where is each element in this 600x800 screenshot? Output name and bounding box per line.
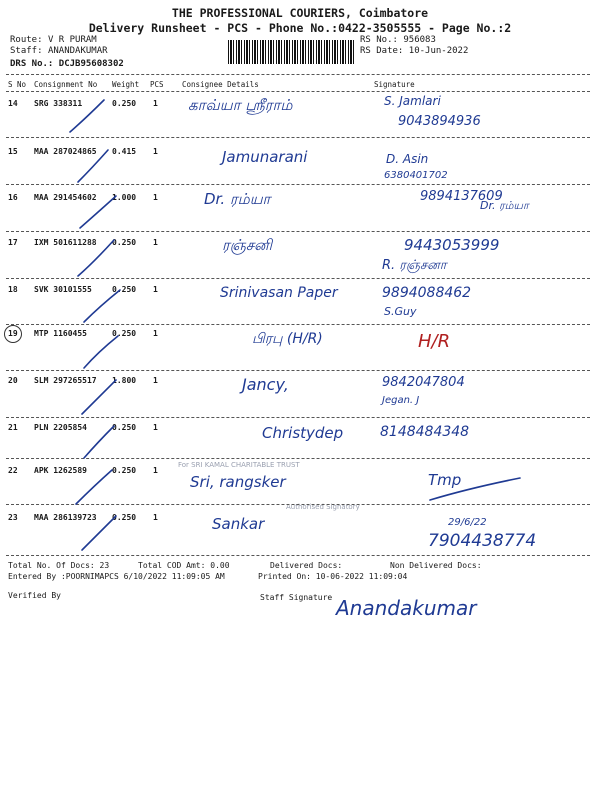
cell-weight: 1.000 [112, 193, 137, 202]
cell-pcs: 1 [153, 99, 158, 108]
signature-handwriting: R. ரஞ்சனா [382, 258, 447, 273]
phone-handwriting: 7904438774 [428, 531, 537, 551]
signature-handwriting: Jegan. J [382, 395, 420, 406]
cell-consignment: SVK 30101555 [34, 285, 92, 294]
signature-handwriting: 29/6/22 [448, 517, 487, 528]
cell-weight: 0.250 [112, 329, 137, 338]
cell-pcs: 1 [153, 147, 158, 156]
tick-mark [80, 196, 116, 228]
phone-handwriting: 9894088462 [382, 285, 472, 301]
cell-sno: 14 [8, 99, 18, 108]
cell-weight: 0.250 [112, 99, 137, 108]
col-header-weight: Weight [112, 80, 140, 89]
consignee-handwriting: Dr. ரம்யா [204, 190, 271, 208]
tick-mark [84, 290, 120, 322]
consignee-handwriting: பிரபு (H/R) [252, 331, 323, 347]
cell-weight: 0.250 [112, 466, 137, 475]
cell-weight: 1.800 [112, 376, 137, 385]
col-header-signature: Signature [374, 80, 415, 89]
col-header-sno: S No [8, 80, 27, 89]
phone-handwriting: 9043894936 [398, 114, 481, 129]
cell-pcs: 1 [153, 329, 158, 338]
col-header-consignment: Consignment No [34, 80, 98, 89]
staff-value: ANANDAKUMAR [47, 46, 108, 56]
cell-consignment: SRG 338311 [34, 99, 83, 108]
drs-label: DRS No.: [10, 59, 54, 69]
consignee-handwriting: Srinivasan Paper [220, 285, 338, 301]
cell-weight: 0.250 [112, 423, 137, 432]
consignee-handwriting: Sri, rangsker [190, 473, 286, 491]
cell-sno: 19 [8, 329, 18, 338]
total-cod: Total COD Amt: 0.00 [138, 561, 230, 570]
phone-handwriting: 6380401702 [384, 170, 448, 181]
cell-pcs: 1 [153, 423, 158, 432]
cell-sno: 17 [8, 238, 18, 247]
consignee-handwriting: Jancy, [242, 375, 289, 394]
cell-sno: 20 [8, 376, 18, 385]
printed-on: Printed On: 10-06-2022 11:09:04 [258, 572, 408, 581]
entered-by: Entered By :POORNIMAPCS 6/10/2022 11:09:05 AM [8, 572, 225, 581]
cell-consignment: MTP 1160455 [34, 329, 87, 338]
col-header-consignee: Consignee Details [182, 80, 259, 89]
runsheet-subtitle: Delivery Runsheet - PCS - Phone No.:0422-3505555 - Page No.:2 [88, 21, 512, 35]
cell-consignment: APK 1262589 [34, 466, 87, 475]
phone-handwriting: 8148484348 [380, 424, 470, 440]
cell-pcs: 1 [153, 513, 158, 522]
company-title: THE PROFESSIONAL COURIERS, Coimbatore [171, 6, 429, 20]
route-value: V R PURAM [47, 35, 97, 45]
route-label: Route: [10, 35, 43, 45]
staff-label: Staff: [10, 46, 43, 56]
tick-mark [78, 240, 114, 276]
cell-consignment: MAA 287024865 [34, 147, 97, 156]
cell-consignment: IXM 501611288 [34, 238, 97, 247]
cell-weight: 0.250 [112, 285, 137, 294]
staff-signature-ink: Anandakumar [336, 596, 477, 620]
rs-date-label: RS Date: [360, 46, 404, 56]
rs-date-value: 10-Jun-2022 [408, 46, 469, 56]
tick-mark [78, 150, 108, 182]
cell-sno: 15 [8, 147, 18, 156]
tick-mark [84, 336, 118, 368]
staff-signature-label: Staff Signature [260, 593, 333, 602]
cell-consignment: MAA 286139723 [34, 513, 97, 522]
cell-consignment: MAA 291454602 [34, 193, 97, 202]
consignee-handwriting: Christydep [262, 424, 344, 442]
cell-pcs: 1 [153, 193, 158, 202]
rs-no-label: RS No.: [360, 35, 398, 45]
consignee-handwriting: Sankar [212, 515, 265, 533]
tick-mark [82, 516, 116, 550]
signature-handwriting: H/R [418, 331, 451, 352]
tick-mark [82, 380, 116, 414]
tick-mark [84, 426, 114, 458]
tick-mark [76, 470, 112, 504]
cell-sno: 23 [8, 513, 18, 522]
cell-sno: 18 [8, 285, 18, 294]
cell-sno: 16 [8, 193, 18, 202]
authorised-stamp: Authorised Signatory [286, 503, 360, 511]
delivered-docs: Delivered Docs: [270, 561, 343, 570]
signature-handwriting: S.Guy [384, 305, 417, 318]
cell-pcs: 1 [153, 285, 158, 294]
trust-stamp: For SRI KAMAL CHARITABLE TRUST [178, 461, 300, 469]
signature-handwriting: D. Asin [386, 152, 429, 166]
tick-mark [430, 478, 520, 500]
phone-handwriting: 9443053999 [404, 236, 500, 254]
signature-handwriting: Dr. ரம்யா [480, 199, 529, 212]
col-header-pcs: PCS [150, 80, 164, 89]
cell-pcs: 1 [153, 466, 158, 475]
cell-weight: 0.250 [112, 513, 137, 522]
cell-pcs: 1 [153, 238, 158, 247]
tick-mark [70, 100, 104, 132]
cell-weight: 0.415 [112, 147, 137, 156]
signature-handwriting: S. Jamlari [384, 94, 441, 108]
phone-handwriting: 9894137609 [420, 189, 503, 204]
verified-by: Verified By [8, 591, 61, 600]
cell-consignment: PLN 2205854 [34, 423, 87, 432]
signature-handwriting: Tmp [428, 471, 462, 489]
cell-weight: 0.250 [112, 238, 137, 247]
rs-no-value: 956083 [403, 35, 436, 45]
consignee-handwriting: காவ்யா ஸ்ரீராம் [188, 96, 293, 114]
cell-pcs: 1 [153, 376, 158, 385]
phone-handwriting: 9842047804 [382, 375, 465, 390]
consignee-handwriting: Jamunarani [222, 148, 308, 166]
cell-sno: 22 [8, 466, 18, 475]
consignee-handwriting: ரஞ்சனி [222, 236, 273, 254]
drs-value: DCJB95608302 [58, 59, 124, 69]
cell-consignment: SLM 297265517 [34, 376, 97, 385]
non-delivered-docs: Non Delivered Docs: [390, 561, 482, 570]
cell-sno: 21 [8, 423, 18, 432]
total-docs: Total No. Of Docs: 23 [8, 561, 110, 570]
